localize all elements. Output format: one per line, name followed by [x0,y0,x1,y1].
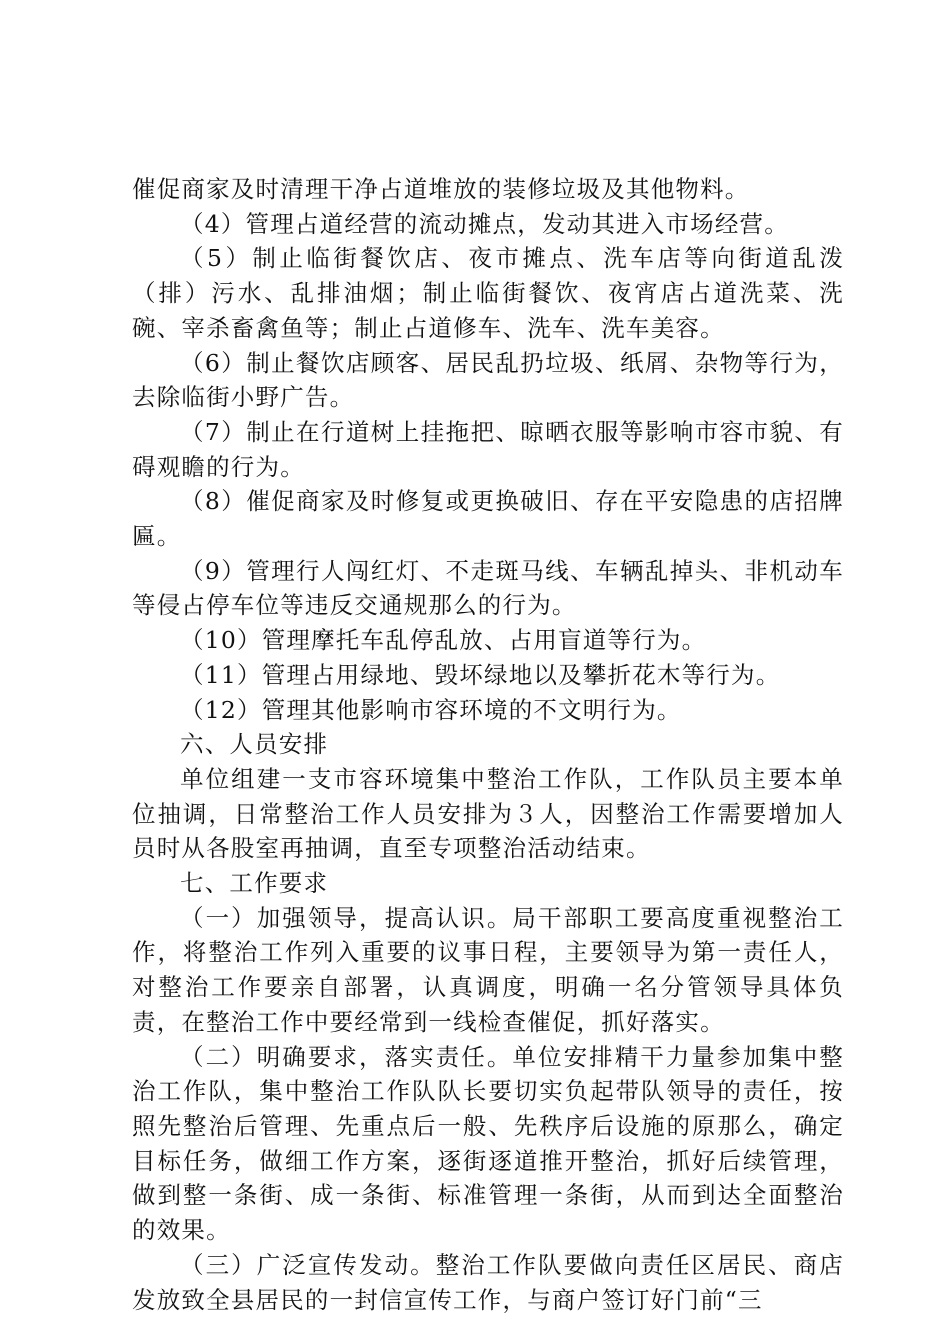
paragraph-requirement-1: （一）加强领导，提高认识。局干部职工要高度重视整治工作，将整治工作列入重要的议事日程，主要领导为第一责任人，对整治工作要亲自部署，认真调度，明确一名分管领导具体负责，在整治工作中要经常到一线检查催促，抓好落实。 [132,903,844,1036]
paragraph-item-12: （12）管理其他影响市容环境的不文明行为。 [180,695,682,724]
paragraph-continuation: 催促商家及时清理干净占道堆放的装修垃圾及其他物料。 [132,175,750,203]
paragraph-item-5: （5）制止临街餐饮店、夜市摊点、洗车店等向街道乱泼（排）污水、乱排油烟；制止临街餐饮、夜宵店占道洗菜、洗碗、宰杀畜禽鱼等；制止占道修车、洗车、洗车美容。 [132,244,844,342]
section-heading-requirements: 七、工作要求 [180,869,329,898]
paragraph-item-6: （6）制止餐饮店顾客、居民乱扔垃圾、纸屑、杂物等行为，去除临街小野广告。 [132,348,844,412]
paragraph-requirement-3: （三）广泛宣传发动。整治工作队要做向责任区居民、商店发放致全县居民的一封信宣传工作，与商户签订好门前“三 [132,1250,844,1314]
paragraph-item-9: （9）管理行人闯红灯、不走斑马线、车辆乱掉头、非机动车等侵占停车位等违反交通规那么的行为。 [132,556,844,620]
paragraph-staffing: 单位组建一支市容环境集中整治工作队，工作队员主要本单位抽调，日常整治工作人员安排为３人，因整治工作需要增加人员时从各股室再抽调，直至专项整治活动结束。 [132,764,844,863]
paragraph-item-10: （10）管理摩托车乱停乱放、占用盲道等行为。 [180,626,707,655]
paragraph-requirement-2: （二）明确要求，落实责任。单位安排精干力量参加集中整治工作队，集中整治工作队队长要切实负起带队领导的责任，按照先整治后管理、先重点后一般、先秩序后设施的原那么，确定目标任务，做细工作方案，逐街逐道推开整治，抓好后续管理，做到整一条街、成一条街、标准管理一条街，从而到达全面整治的效果。 [132,1042,844,1245]
paragraph-item-11: （11）管理占用绿地、毁坏绿地以及攀折花木等行为。 [180,660,781,689]
paragraph-item-8: （8）催促商家及时修复或更换破旧、存在平安隐患的店招牌匾。 [132,487,844,551]
section-heading-staffing: 六、人员安排 [180,730,329,759]
document-body [132,172,844,1317]
paragraph-item-4: （4）管理占道经营的流动摊点，发动其进入市场经营。 [180,209,789,238]
paragraph-item-7: （7）制止在行道树上挂拖把、晾晒衣服等影响市容市貌、有碍观瞻的行为。 [132,417,844,481]
